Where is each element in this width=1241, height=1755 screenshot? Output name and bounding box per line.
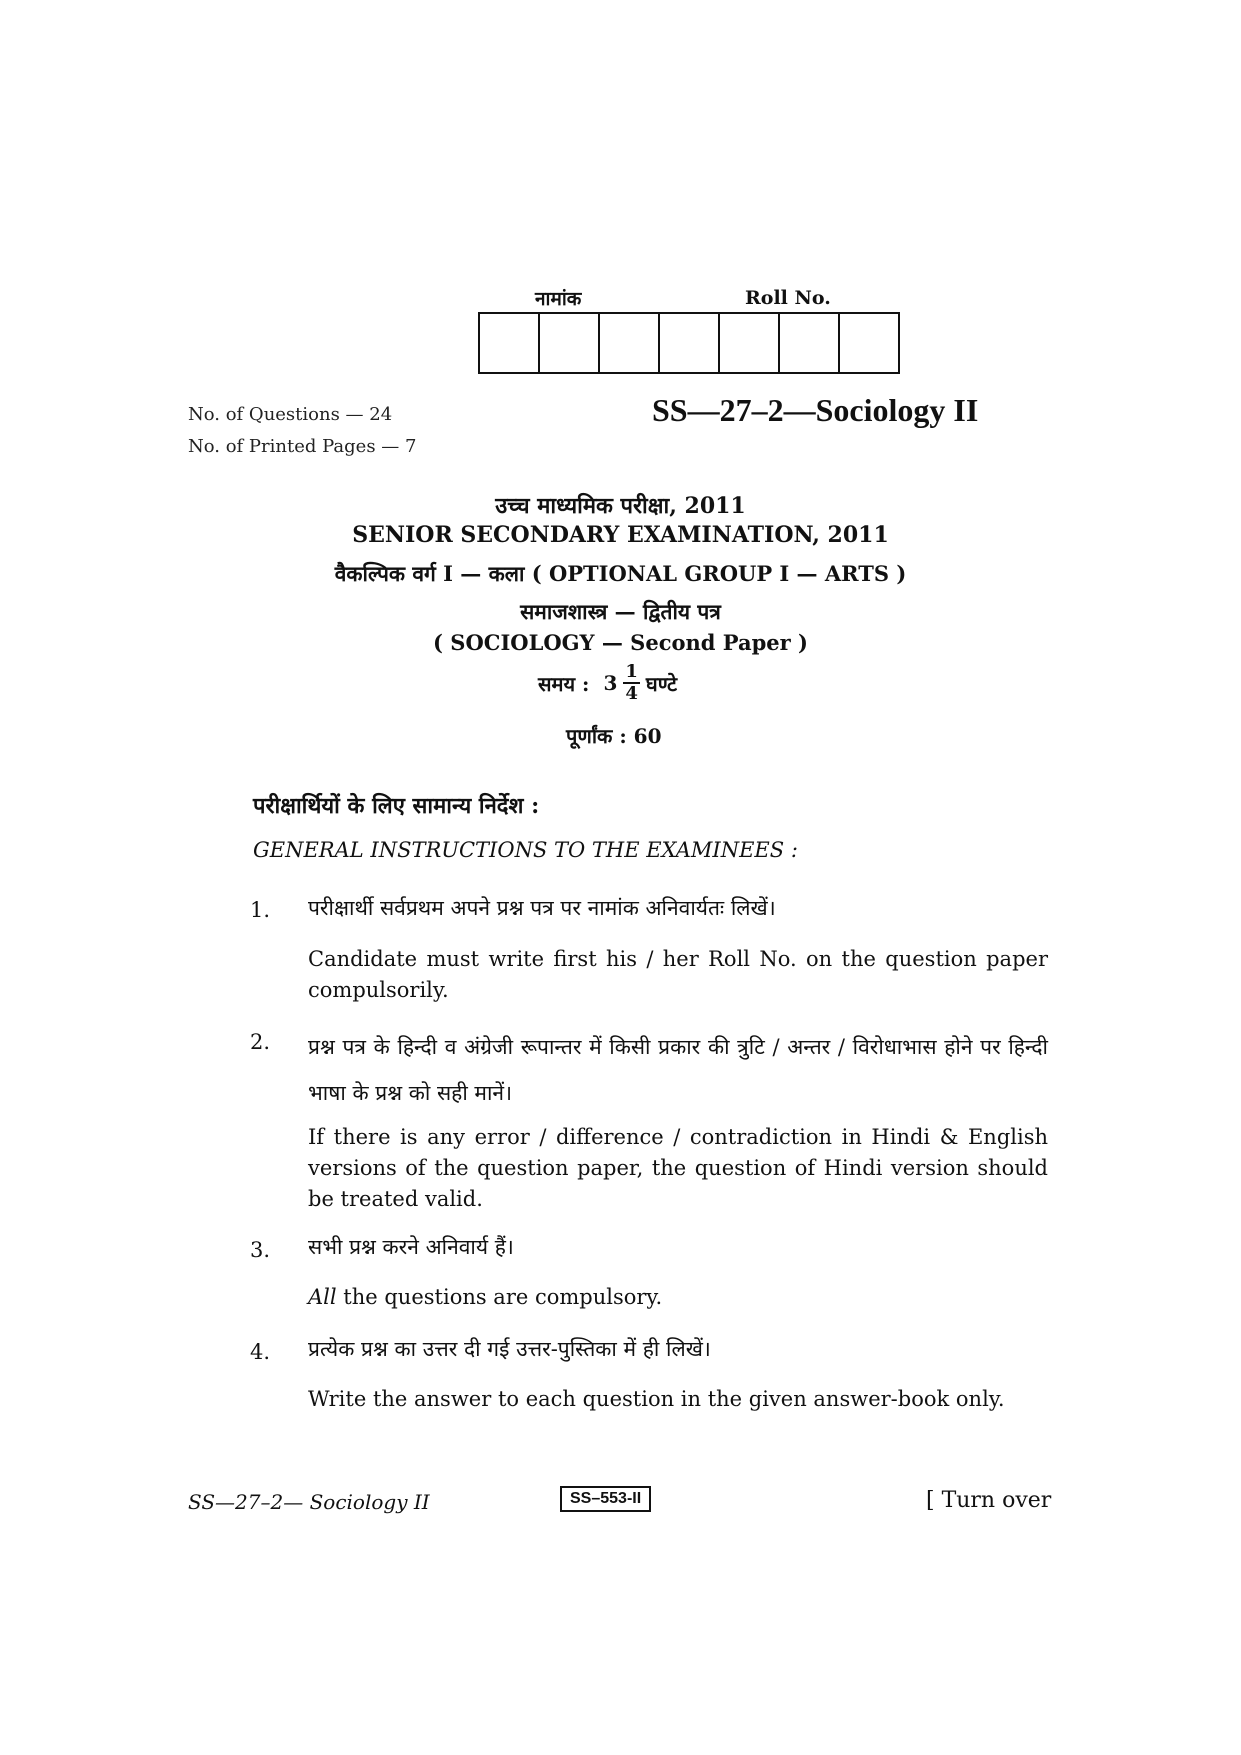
instruction-hindi: प्रश्न पत्र के हिन्दी व अंग्रेजी रूपान्तर में किसी प्रकार की त्रुटि / अन्तर / विरोधाभास होने पर हिन्दी भाषा के प्रश्न को सही मानें।: [308, 1035, 1048, 1105]
time-unit: घण्टे: [645, 671, 678, 696]
instruction-english-emphasis: All: [308, 1285, 337, 1309]
roll-box-cell: [600, 314, 660, 372]
instruction-number: 1.: [250, 898, 271, 922]
optional-group: वैकल्पिक वर्ग I — कला ( OPTIONAL GROUP I — ARTS ): [334, 561, 907, 586]
footer-turn-over: [ Turn over: [926, 1488, 1052, 1513]
instruction-hindi: सभी प्रश्न करने अनिवार्य हैं।: [308, 1235, 514, 1259]
subject-english: ( SOCIOLOGY — Second Paper ): [433, 630, 808, 655]
instruction-number: 3.: [250, 1238, 271, 1262]
instruction-hindi: प्रत्येक प्रश्न का उत्तर दी गई उत्तर-पुस्तिका में ही लिखें।: [308, 1337, 711, 1361]
instruction-english: Candidate must write first his / her Roll No. on the question paper compulsorily.: [308, 947, 1048, 1002]
footer-paper-code: SS—27–2— Sociology II: [188, 1490, 430, 1514]
roll-box-cell: [660, 314, 720, 372]
roll-number-boxes: [478, 312, 900, 374]
instruction-number: 2.: [250, 1030, 271, 1054]
num-pages: No. of Printed Pages — 7: [188, 436, 417, 457]
roll-box-cell: [840, 314, 898, 372]
instruction-english: Write the answer to each question in the given answer-book only.: [308, 1387, 1005, 1411]
time-fraction-numerator: 1: [625, 661, 638, 682]
paper-code: SS—27–2—Sociology II: [652, 392, 979, 428]
instruction-english: If there is any error / difference / contradiction in Hindi & English versions of the question paper, the question of Hindi version should be treated valid.: [308, 1125, 1048, 1211]
time-fraction-denominator: 4: [625, 683, 638, 704]
max-marks: पूर्णांक : 60: [566, 724, 662, 748]
footer-paper-id: SS–553-II: [560, 1486, 651, 1512]
subject-hindi: समाजशास्त्र — द्वितीय पत्र: [520, 599, 721, 624]
instruction-hindi: परीक्षार्थी सर्वप्रथम अपने प्रश्न पत्र पर नामांक अनिवार्यतः लिखें।: [308, 896, 776, 920]
time-allowed: [538, 662, 677, 704]
exam-title-hindi: उच्च माध्यमिक परीक्षा, 2011: [495, 493, 746, 519]
roll-label-hindi: नामांक: [535, 288, 582, 310]
roll-label-english: Roll No.: [745, 287, 831, 309]
roll-box-cell: [780, 314, 840, 372]
instruction-english: [308, 1282, 1048, 1313]
instruction-english-rest: the questions are compulsory.: [343, 1285, 663, 1309]
exam-title-english: SENIOR SECONDARY EXAMINATION, 2011: [352, 522, 889, 548]
instructions-heading-hindi: परीक्षार्थियों के लिए सामान्य निर्देश :: [253, 793, 540, 819]
roll-box-cell: [720, 314, 780, 372]
time-fraction: [623, 662, 640, 704]
time-label: समय :: [538, 671, 590, 696]
roll-box-cell: [540, 314, 600, 372]
instructions-heading-english: GENERAL INSTRUCTIONS TO THE EXAMINEES :: [253, 838, 798, 862]
num-questions: No. of Questions — 24: [188, 404, 393, 425]
time-whole: 3: [603, 671, 618, 695]
instruction-number: 4.: [250, 1340, 271, 1364]
roll-box-cell: [480, 314, 540, 372]
